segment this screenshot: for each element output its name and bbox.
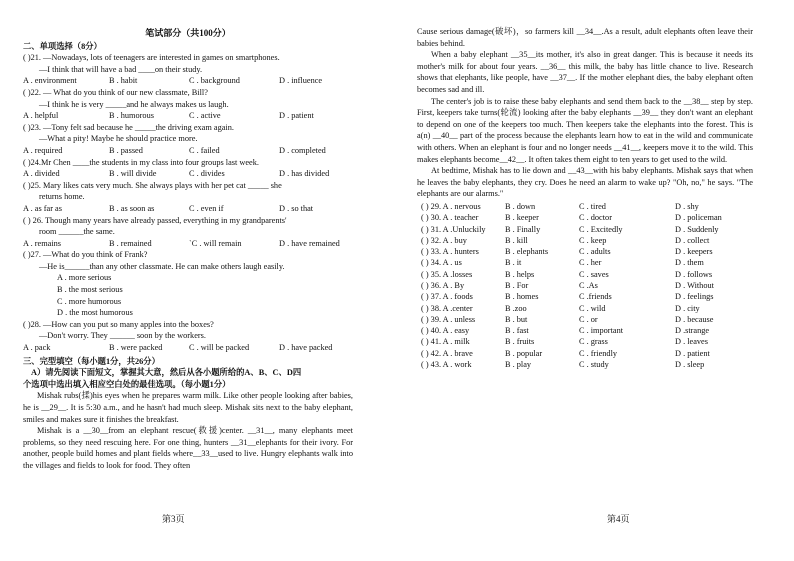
- question-26-options: [23, 238, 353, 250]
- option-b[interactable]: B . it: [505, 258, 522, 268]
- option-a[interactable]: A . remains: [23, 238, 62, 248]
- cloze-options-list: [417, 201, 753, 370]
- option-d[interactable]: D . has divided: [279, 169, 330, 179]
- option-c[interactable]: C . or: [579, 314, 598, 324]
- cloze-question-42: [417, 348, 753, 359]
- option-d[interactable]: D .strange: [675, 326, 710, 336]
- section-3-heading: 三、完型填空（每小题1分，共26分）: [23, 356, 160, 366]
- cloze-question-30: [417, 212, 753, 223]
- instructions-line-2: 个选项中选出填入相应空白处的最佳选项。（每小题1分）: [23, 379, 231, 389]
- question-26-continued: room ______the same.: [39, 227, 115, 237]
- option-c[interactable]: C . wild: [579, 303, 606, 313]
- option-d[interactable]: D . them: [675, 258, 704, 268]
- cloze-question-36: [417, 280, 753, 291]
- option-d[interactable]: D . keepers: [675, 247, 713, 257]
- option-c[interactable]: C . saves: [579, 269, 609, 279]
- option-b[interactable]: B . habit: [109, 76, 138, 86]
- page-4-content: [417, 26, 753, 370]
- option-c[interactable]: C . keep: [579, 235, 607, 245]
- page-number-4: 第4页: [607, 514, 630, 524]
- question-27-option-c[interactable]: C . more humorous: [57, 296, 122, 306]
- question-26-stem: ( ) 26. Though many years have already passed, everything in my grandparents': [23, 215, 287, 225]
- option-a[interactable]: ( ) 41. A . milk: [421, 337, 470, 347]
- passage-paragraph-6: At bedtime, Mishak has to lie down and __43__with his baby elephants. Mishak says that when he leaves the baby elephants, they cry. Does he need an alarm to wake up? "Oh, no," he says. "The elephants are our alarms.": [417, 166, 753, 199]
- cloze-question-29: [417, 201, 753, 212]
- option-c[interactable]: C . adults: [579, 247, 611, 257]
- option-c[interactable]: C .As: [579, 280, 598, 290]
- option-b[interactable]: B . helps: [505, 269, 535, 279]
- option-a[interactable]: ( ) 32. A . buy: [421, 235, 467, 245]
- question-25-stem: ( )25. Mary likes cats very much. She always plays with her pet cat _____ she: [23, 180, 282, 190]
- option-d[interactable]: D . have remained: [279, 238, 340, 248]
- question-25-options: [23, 203, 353, 215]
- option-b[interactable]: B . For: [505, 280, 529, 290]
- option-d[interactable]: D . because: [675, 314, 714, 324]
- option-a[interactable]: A . as far as: [23, 203, 62, 213]
- option-a[interactable]: A . pack: [23, 343, 51, 353]
- option-a[interactable]: ( ) 35. A .losses: [421, 269, 473, 279]
- option-c[interactable]: C . Excitedly: [579, 224, 623, 234]
- question-24-stem: ( )24.Mr Chen ____the students in my class into four groups last week.: [23, 157, 259, 167]
- cloze-question-37: [417, 291, 753, 302]
- option-d[interactable]: D . leaves: [675, 337, 708, 347]
- option-a[interactable]: ( ) 34. A . us: [421, 258, 462, 268]
- option-b[interactable]: B . keeper: [505, 213, 539, 223]
- question-27-dialog: —He is______than any other classmate. He can make others laugh easily.: [39, 261, 285, 271]
- option-d[interactable]: D . Suddenly: [675, 224, 719, 234]
- option-a[interactable]: ( ) 37. A . foods: [421, 292, 473, 302]
- option-d[interactable]: D . feelings: [675, 292, 714, 302]
- option-d[interactable]: D . completed: [279, 145, 326, 155]
- option-b[interactable]: B . Finally: [505, 224, 541, 234]
- option-c[interactable]: `C . will remain: [189, 238, 242, 248]
- question-23-options: [23, 145, 353, 157]
- option-d[interactable]: D . sleep: [675, 360, 705, 370]
- option-c[interactable]: C . tired: [579, 201, 606, 211]
- option-a[interactable]: ( ) 39. A . unless: [421, 314, 476, 324]
- option-c[interactable]: C . active: [189, 111, 221, 121]
- option-a[interactable]: ( ) 33. A . hunters: [421, 247, 479, 257]
- cloze-question-32: [417, 235, 753, 246]
- question-28-stem: ( )28. —How can you put so many apples into the boxes?: [23, 319, 214, 329]
- cloze-question-34: [417, 257, 753, 268]
- option-c[interactable]: C . divides: [189, 169, 225, 179]
- option-d[interactable]: D . shy: [675, 201, 699, 211]
- cloze-question-39: [417, 314, 753, 325]
- option-a[interactable]: ( ) 40. A . easy: [421, 326, 470, 336]
- option-c[interactable]: C . her: [579, 258, 602, 268]
- section-2-heading: 二、单项选择（8分）: [23, 41, 102, 51]
- option-b[interactable]: B . fruits: [505, 337, 535, 347]
- option-b[interactable]: B . elephants: [505, 247, 549, 257]
- cloze-question-41: [417, 336, 753, 347]
- option-a[interactable]: ( ) 31. A .Unluckily: [421, 224, 486, 234]
- option-b[interactable]: B . will divide: [109, 169, 157, 179]
- question-23-stem: ( )23. —Tony felt sad because he _____the driving exam again.: [23, 122, 234, 132]
- option-d[interactable]: D . collect: [675, 235, 710, 245]
- option-b[interactable]: B . popular: [505, 348, 543, 358]
- option-c[interactable]: C . background: [189, 76, 240, 86]
- question-22-dialog: —I think he is very _____and he always makes us laugh.: [39, 99, 229, 109]
- option-d[interactable]: D . patient: [279, 111, 314, 121]
- option-a[interactable]: ( ) 29. A . nervous: [421, 201, 481, 211]
- passage-paragraph-1: Mishak rubs(揉)his eyes when he prepares warm milk. Like other people looking after babies, he is __29__. It is 5:30 a.m., and he hasn't had much sleep. Mishak sits next to the baby elephant, smiles and makes sure it finishes the breakfast.: [23, 391, 353, 424]
- cloze-question-31: [417, 224, 753, 235]
- option-d[interactable]: D . city: [675, 303, 700, 313]
- option-c[interactable]: C . study: [579, 360, 609, 370]
- option-c[interactable]: C . failed: [189, 145, 220, 155]
- passage-paragraph-5: The center's job is to raise these baby elephants and send them back to the __38__ step by step. First, keepers take turns(轮流) looking after the baby elephants __39__ they don't want an elephant to depend on one of the keepers too much. Then keepers take the elephants into the forest. This is a(n) __40__ part of the process because the elephants learn how to eat in the wild and communicate with others. When an elephant is four and no longer needs __41__, keepers move it to the wild. This makes elephants become__42__. It often takes them eight to ten years to get used to the wild.: [417, 96, 753, 164]
- cloze-question-43: [417, 359, 753, 370]
- option-b[interactable]: B . but: [505, 314, 528, 324]
- question-22-options: [23, 110, 353, 122]
- option-b[interactable]: B . remained: [109, 238, 152, 248]
- question-27-option-b[interactable]: B . the most serious: [57, 285, 123, 295]
- option-c[interactable]: C .friends: [579, 292, 612, 302]
- option-c[interactable]: C . doctor: [579, 213, 612, 223]
- option-b[interactable]: B . as soon as: [109, 203, 155, 213]
- option-a[interactable]: ( ) 30. A . teacher: [421, 213, 479, 223]
- option-b[interactable]: B . down: [505, 201, 536, 211]
- question-28-dialog: —Don't worry. They ______ soon by the workers.: [39, 331, 206, 341]
- option-c[interactable]: C . will be packed: [189, 343, 250, 353]
- option-c[interactable]: C . important: [579, 326, 624, 336]
- option-d[interactable]: D . policeman: [675, 213, 722, 223]
- passage-paragraph-2: Mishak is a __30__from an elephant rescue(救援)center. __31__, many elephants meet problems, so they need rescuing here. For one thing, hunters __31__elephants for their ivory. For another, people build homes and plant fields where__33__used to live. Hungry elephants walk into the villages and fields to look for food. They often: [23, 426, 353, 470]
- question-28-options: [23, 342, 353, 354]
- written-part-title: 笔试部分（共100分）: [145, 28, 231, 38]
- option-b[interactable]: B . humorous: [109, 111, 154, 121]
- question-27-option-a[interactable]: A . more serious: [57, 273, 112, 283]
- option-b[interactable]: B . passed: [109, 145, 143, 155]
- question-24-options: [23, 168, 353, 180]
- passage-paragraph-4: When a baby elephant __35__its mother, it's also in great danger. This is because it needs its mother's milk for about four years. __36__ this milk, the baby has little chance to live. Research shows that elephants, like people, have __37__. If the mother elephant dies, the baby elephant often becomes sad and ill.: [417, 50, 753, 94]
- passage-paragraph-3: Cause serious damage(破坏)，so farmers kill __34__.As a result, adult elephants often leave their babies behind.: [417, 27, 753, 48]
- option-c[interactable]: C . grass: [579, 337, 608, 347]
- page-3-content: [23, 28, 353, 472]
- question-25-continued: returns home.: [39, 192, 85, 202]
- option-d[interactable]: D . follows: [675, 269, 713, 279]
- option-c[interactable]: C . even if: [189, 203, 224, 213]
- option-a[interactable]: ( ) 38. A .center: [421, 303, 473, 313]
- option-b[interactable]: B . homes: [505, 292, 539, 302]
- cloze-question-33: [417, 246, 753, 257]
- option-d[interactable]: D . so that: [279, 203, 314, 213]
- question-21-dialog: —I think that will have a bad ____on their study.: [39, 64, 203, 74]
- option-b[interactable]: B . kill: [505, 235, 528, 245]
- question-27-stem: ( )27. —What do you think of Frank?: [23, 250, 148, 260]
- option-b[interactable]: B . fast: [505, 326, 529, 336]
- option-a[interactable]: ( ) 36. A . By: [421, 280, 465, 290]
- option-d[interactable]: D . have packed: [279, 343, 333, 353]
- page-4: [397, 0, 794, 561]
- question-22-stem: ( )22. — What do you think of our new classmate, Bill?: [23, 87, 208, 97]
- page-number-3: 第3页: [162, 514, 185, 524]
- cloze-question-40: [417, 325, 753, 336]
- option-a[interactable]: A . divided: [23, 169, 60, 179]
- cloze-question-35: [417, 269, 753, 280]
- option-a[interactable]: A . environment: [23, 76, 77, 86]
- question-23-dialog: —What a pity! Maybe he should practice more.: [39, 134, 198, 144]
- question-21-options: [23, 75, 353, 87]
- cloze-question-38: [417, 303, 753, 314]
- instructions-line-1: A）请先阅读下面短文，掌握其大意，然后从各小题所给的A、B、C、D四: [31, 368, 302, 378]
- option-d[interactable]: D . influence: [279, 76, 323, 86]
- question-27-option-d[interactable]: D . the most humorous: [57, 308, 133, 318]
- option-d[interactable]: D . Without: [675, 280, 714, 290]
- option-a[interactable]: ( ) 43. A . work: [421, 360, 472, 370]
- option-b[interactable]: B . play: [505, 360, 532, 370]
- option-d[interactable]: D . patient: [675, 348, 710, 358]
- option-b[interactable]: B . were packed: [109, 343, 163, 353]
- option-a[interactable]: A . required: [23, 145, 63, 155]
- option-a[interactable]: ( ) 42. A . brave: [421, 348, 473, 358]
- option-a[interactable]: A . helpful: [23, 111, 59, 121]
- option-b[interactable]: B .zoo: [505, 303, 527, 313]
- option-c[interactable]: C . friendly: [579, 348, 618, 358]
- question-21-stem: ( )21. —Nowadays, lots of teenagers are interested in games on smartphones.: [23, 53, 280, 63]
